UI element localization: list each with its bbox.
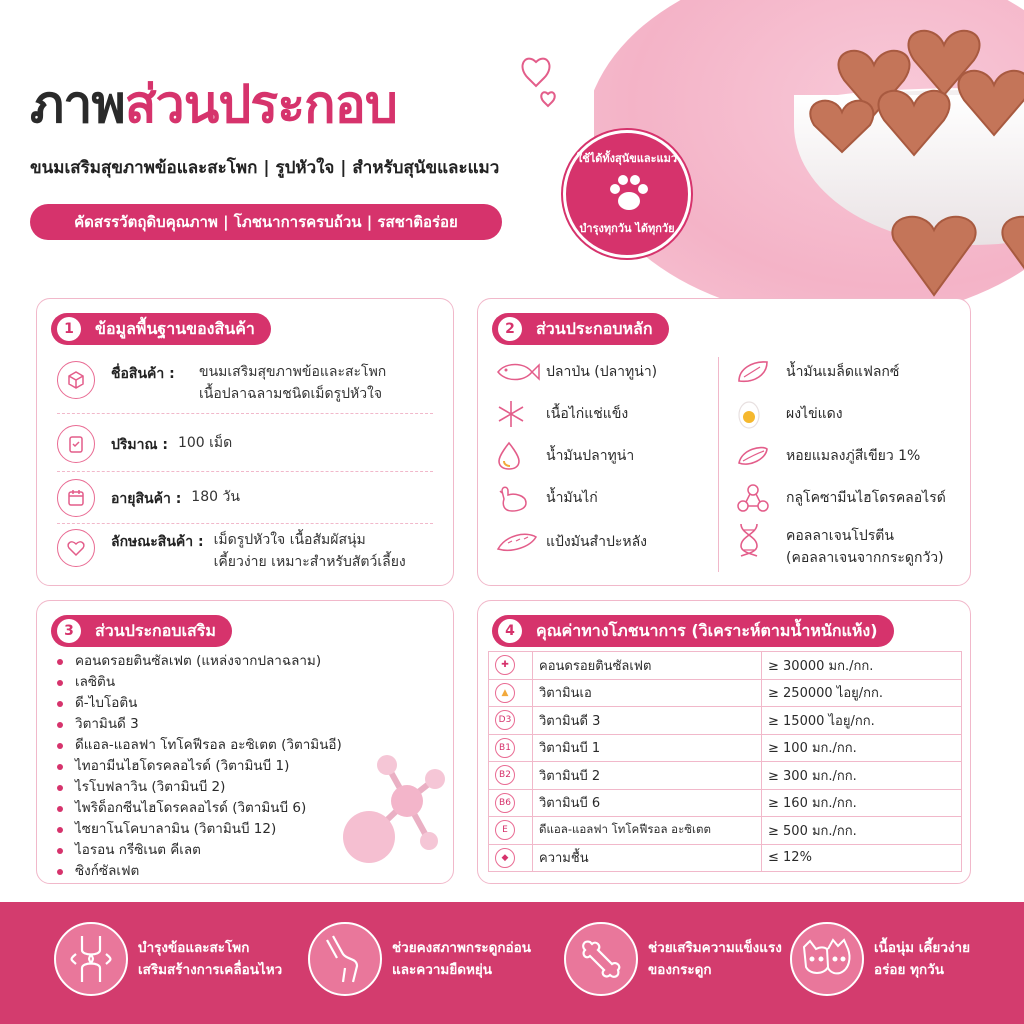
section-header-supplement: 3 ส่วนประกอบเสริม — [51, 615, 232, 647]
shield-icon: ✚ — [495, 655, 515, 675]
b2-icon: B2 — [495, 765, 515, 785]
dna-icon — [736, 525, 780, 555]
pets-badge — [563, 130, 691, 258]
egg-yolk-icon — [736, 399, 780, 429]
bone-icon — [564, 922, 638, 996]
ingredient-fish: ปลาป่น (ปลาทูน่า) — [496, 357, 657, 387]
section-header-basic: 1 ข้อมูลพื้นฐานของสินค้า — [51, 313, 271, 345]
fish-icon — [496, 357, 540, 387]
page-title: ภาพส่วนประกอบ — [30, 75, 397, 135]
table-row: ▲ วิตามินเอ ≥ 250000 ไอยู/กก. — [489, 679, 962, 707]
calendar-icon — [57, 479, 95, 517]
benefit-cartilage: ช่วยคงสภาพกระดูกอ่อน และความยืดหยุ่น — [308, 922, 531, 996]
list-item: ไอรอน กรีซิเนต คีเลต — [49, 840, 342, 861]
snowflake-icon — [496, 399, 540, 429]
list-item: ดี-ไบโอติน — [49, 693, 342, 714]
list-item: คอนดรอยตินซัลเฟต (แหล่งจากปลาฉลาม) — [49, 651, 342, 672]
ingredient-tapioca: แป้งมันสำปะหลัง — [496, 527, 647, 557]
joint-icon — [54, 922, 128, 996]
oil-drop-icon — [496, 441, 540, 471]
flaxseed-icon — [736, 357, 780, 387]
d3-icon: D3 — [495, 710, 515, 730]
info-row-quantity: ปริมาณ : 100 เม็ด — [57, 425, 232, 463]
moisture-icon: ◆ — [495, 848, 515, 868]
table-row: E ดีแอล-แอลฟา โทโคฟีรอล อะซิเตต ≥ 500 มก./กก. — [489, 817, 962, 845]
list-item: วิตามินดี 3 — [49, 714, 342, 735]
chicken-icon — [496, 483, 540, 513]
benefit-joint: บำรุงข้อและสะโพก เสริมสร้างการเคลื่อนไหว — [54, 922, 282, 996]
b1-icon: B1 — [495, 738, 515, 758]
table-row: ◆ ความชื้น ≤ 12% — [489, 844, 962, 872]
list-item: เลซิติน — [49, 672, 342, 693]
paw-icon — [605, 169, 653, 217]
vitamin-a-icon: ▲ — [495, 683, 515, 703]
ingredient-glucosamine: กลูโคซามีนไฮโดรคลอไรด์ — [736, 483, 946, 513]
table-row: ✚ คอนดรอยตินซัลเฟต ≥ 30000 มก./กก. — [489, 652, 962, 680]
benefit-bone: ช่วยเสริมความแข็งแรง ของกระดูก — [564, 922, 782, 996]
ingredient-egg-yolk: ผงไข่แดง — [736, 399, 843, 429]
basic-info-card — [36, 298, 454, 586]
info-row-characteristics: ลักษณะสินค้า : เม็ดรูปหัวใจ เนื้อสัมผัสนุ่ม เคี้ยวง่าย เหมาะสำหรับสัตว์เลี้ยง — [57, 529, 406, 573]
knee-icon — [308, 922, 382, 996]
main-ingredients-card — [477, 298, 971, 586]
supplement-list — [49, 651, 342, 882]
nutrition-card — [477, 600, 971, 884]
mussel-icon — [736, 441, 780, 471]
badge-top-text: ใช้ได้ทั้งสุนัขและแมว — [576, 152, 678, 165]
table-row: B6 วิตามินบี 6 ≥ 160 มก./กก. — [489, 789, 962, 817]
molecule-icon — [736, 483, 780, 513]
cassava-icon — [496, 527, 540, 557]
box-icon — [57, 361, 95, 399]
list-item: ไซยาโนโคบาลามิน (วิตามินบี 12) — [49, 819, 342, 840]
pets-icon — [790, 922, 864, 996]
section-header-nutrition: 4 คุณค่าทางโภชนาการ (วิเคราะห์ตามน้ำหนักแห้ง) — [492, 615, 894, 647]
table-row: D3 วิตามินดี 3 ≥ 15000 ไอยู/กก. — [489, 707, 962, 735]
subtitle: ขนมเสริมสุขภาพข้อและสะโพก | รูปหัวใจ | สำหรับสุนัขและแมว — [30, 158, 500, 178]
heart-treats-in-bowl — [804, 20, 1024, 170]
ingredient-frozen-chicken: เนื้อไก่แช่แข็ง — [496, 399, 628, 429]
list-item: ไรโบฟลาวิน (วิตามินบี 2) — [49, 777, 342, 798]
ingredient-chicken-oil: น้ำมันไก่ — [496, 483, 598, 513]
heart-treats-front — [884, 210, 1024, 300]
info-row-name: ชื่อสินค้า : ขนมเสริมสุขภาพข้อและสะโพก เนื้อปลาฉลามชนิดเม็ดรูปหัวใจ — [57, 361, 386, 405]
ingredient-tuna-oil: น้ำมันปลาทูน่า — [496, 441, 634, 471]
nutrition-table — [488, 651, 962, 872]
list-item: ไพริด็อกซีนไฮโดรคลอไรด์ (วิตามินบี 6) — [49, 798, 342, 819]
info-row-shelf-life: อายุสินค้า : 180 วัน — [57, 479, 240, 517]
benefit-soft-chew: เนื้อนุ่ม เคี้ยวง่าย อร่อย ทุกวัน — [790, 922, 970, 996]
heart-icon — [57, 529, 95, 567]
e-icon: E — [495, 820, 515, 840]
ingredient-collagen: คอลลาเจนโปรตีน (คอลลาเจนจากกระดูกวัว) — [736, 525, 944, 569]
ingredient-green-mussel: หอยแมลงภู่สีเขียว 1% — [736, 441, 920, 471]
list-item: ดีแอล-แอลฟา โทโคฟีรอล อะซิเตต (วิตามินอี) — [49, 735, 342, 756]
list-item: ซิงก์ซัลเฟต — [49, 861, 342, 882]
tagline-bar: คัดสรรวัตถุดิบคุณภาพ | โภชนาการครบถ้วน | รสชาติอร่อย — [30, 204, 502, 240]
molecule-illustration — [327, 741, 457, 871]
list-item: ไทอามีนไฮโดรคลอไรด์ (วิตามินบี 1) — [49, 756, 342, 777]
badge-bottom-text: บำรุงทุกวัน ได้ทุกวัย — [579, 222, 675, 235]
benefits-footer — [0, 902, 1024, 1024]
supplement-card — [36, 600, 454, 884]
ingredient-flaxseed-oil: น้ำมันเมล็ดแฟลกซ์ — [736, 357, 899, 387]
decorative-hearts-icon — [510, 40, 570, 110]
section-header-main: 2 ส่วนประกอบหลัก — [492, 313, 669, 345]
clipboard-icon — [57, 425, 95, 463]
table-row: B1 วิตามินบี 1 ≥ 100 มก./กก. — [489, 734, 962, 762]
b6-icon: B6 — [495, 793, 515, 813]
table-row: B2 วิตามินบี 2 ≥ 300 มก./กก. — [489, 762, 962, 790]
